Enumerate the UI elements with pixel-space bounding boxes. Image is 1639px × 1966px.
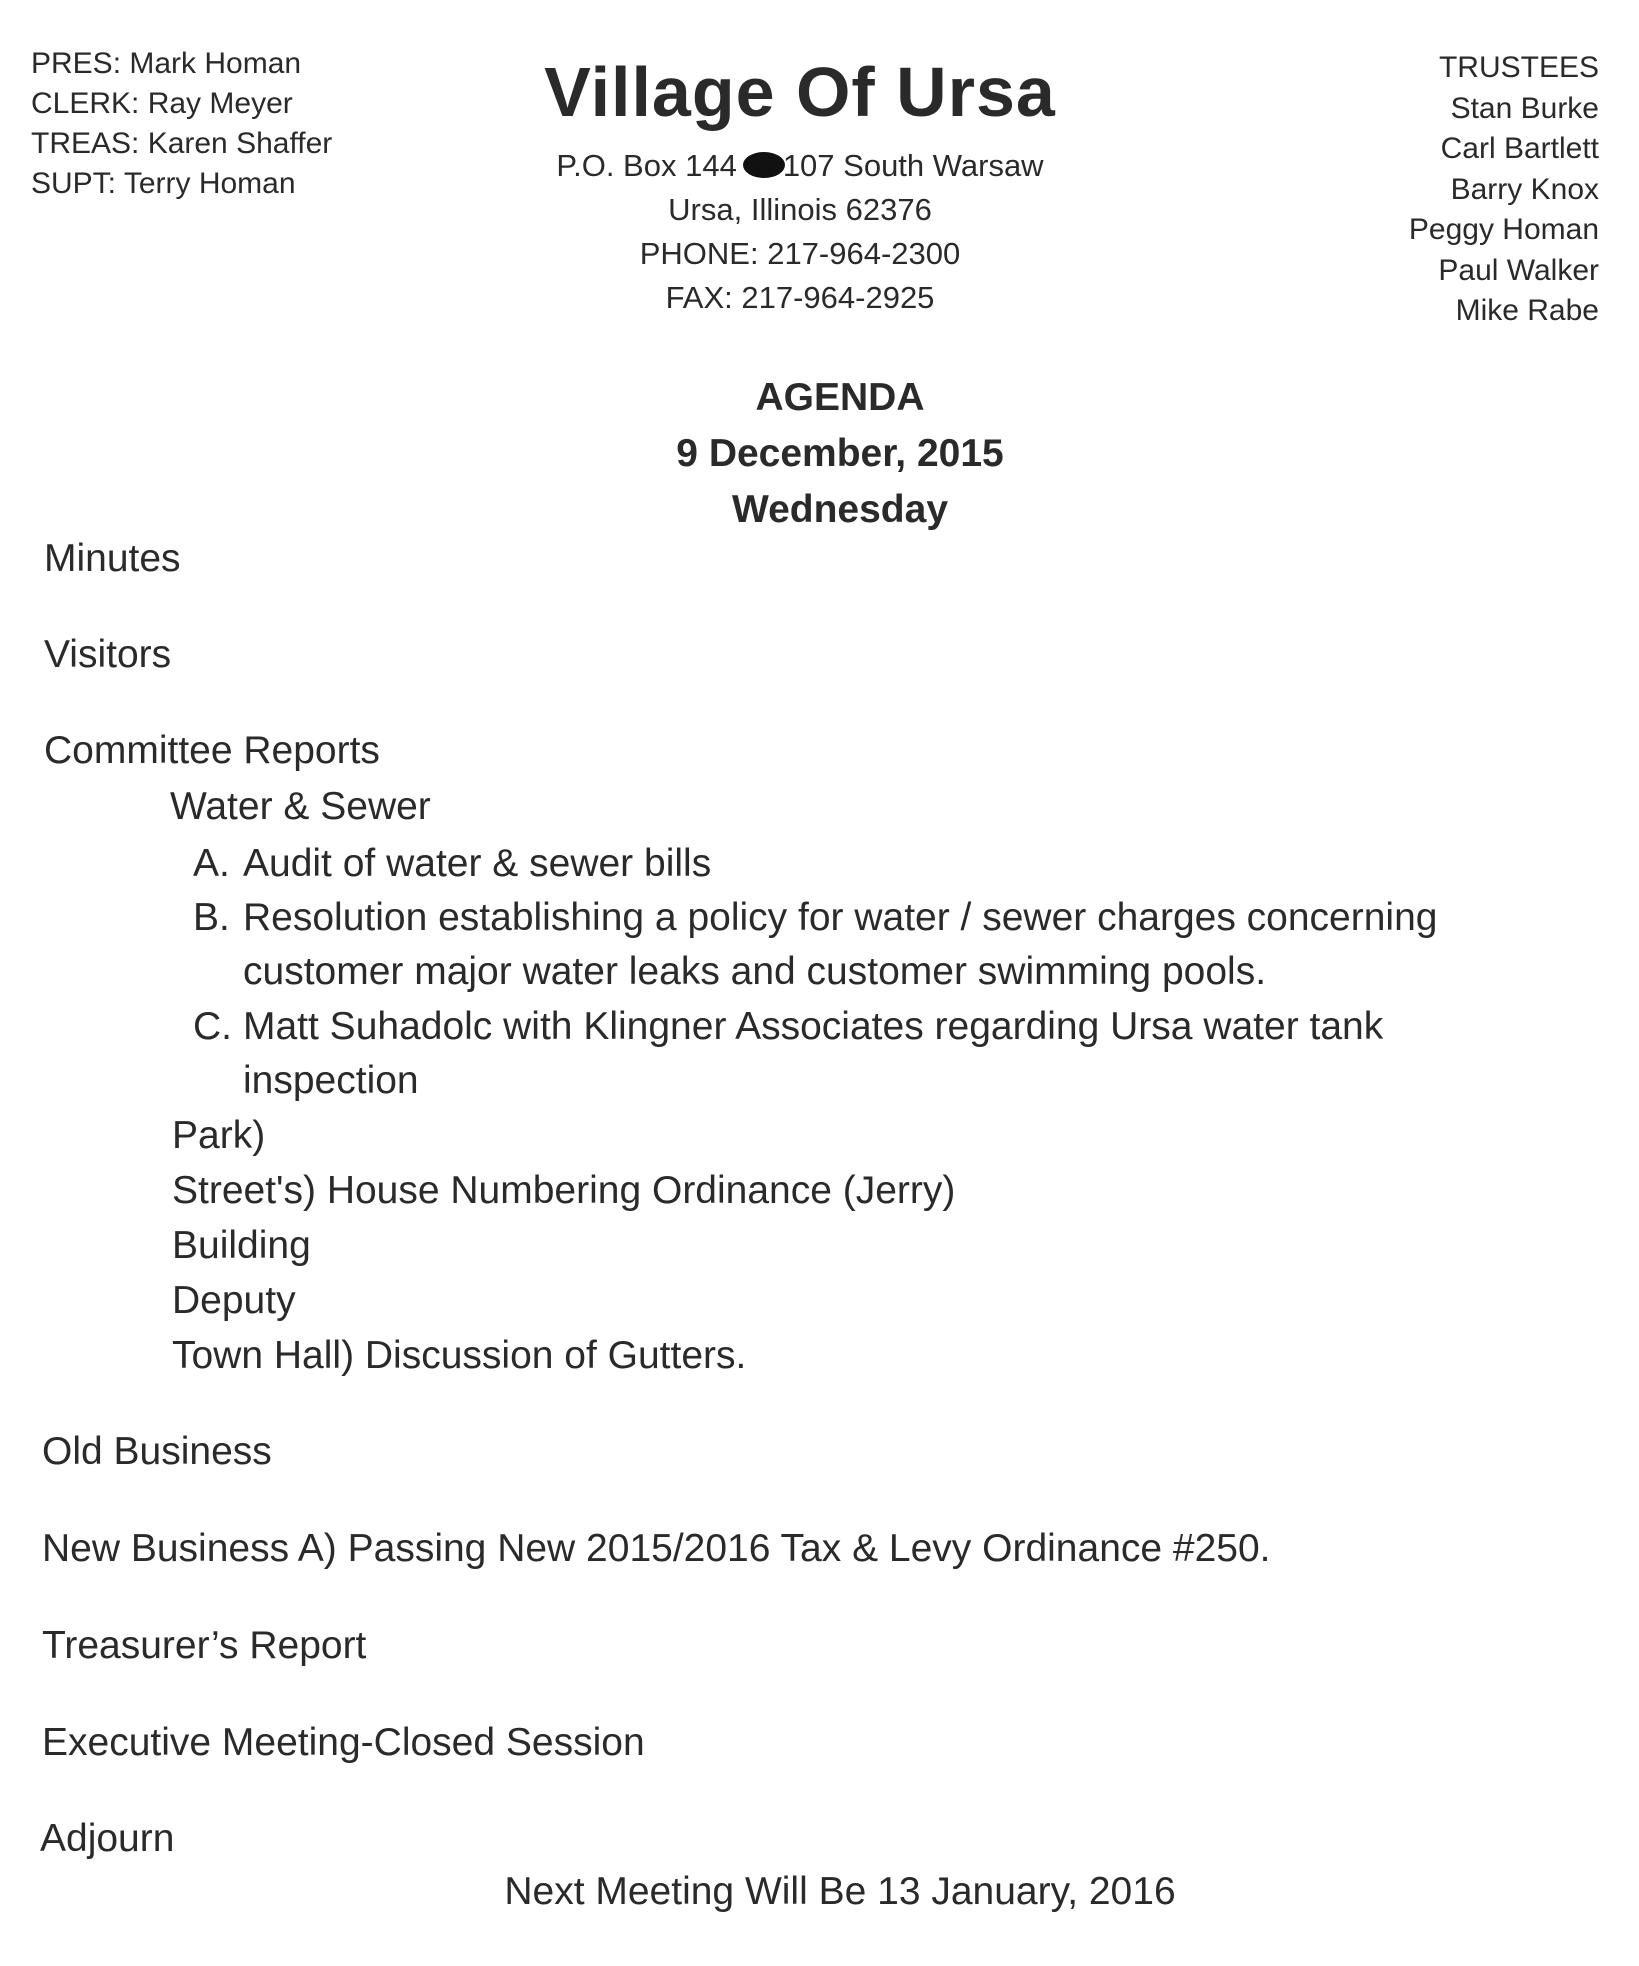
address-line — [400, 144, 1200, 188]
agenda-item-treasurers-report: Treasurer’s Report — [42, 1624, 367, 1667]
agenda-item-old-business: Old Business — [42, 1430, 272, 1473]
trustee-name: Peggy Homan — [1408, 213, 1599, 246]
committee-building: Building — [172, 1224, 311, 1267]
agenda-weekday: Wednesday — [731, 488, 949, 531]
water-item-b-line2: customer major water leaks and customer swimming pools. — [243, 950, 1267, 993]
city-line: Ursa, Illinois 62376 — [668, 192, 932, 227]
agenda-item-minutes: Minutes — [44, 537, 181, 580]
officer-treasurer: TREAS: Karen Shaffer — [31, 127, 333, 160]
committee-deputy: Deputy — [172, 1279, 296, 1322]
trustee-name: Paul Walker — [1438, 253, 1599, 287]
water-item-c-line2: inspection — [243, 1059, 419, 1102]
officer-president: PRES: Mark Homan — [31, 47, 302, 80]
agenda-date: 9 December, 2015 — [676, 432, 1004, 475]
trustees-list — [1409, 48, 1599, 332]
trustee-name: Stan Burke — [1450, 91, 1599, 125]
village-title: Village Of Ursa — [544, 53, 1056, 131]
trustee-name: Carl Bartlett — [1440, 132, 1599, 165]
officer-clerk: CLERK: Ray Meyer — [31, 87, 293, 120]
committee-water-sewer: Water & Sewer — [170, 785, 431, 828]
committee-streets: Street's) House Numbering Ordinance (Jerry) — [172, 1169, 956, 1212]
redaction-mark — [743, 152, 785, 178]
agenda-item-executive-meeting: Executive Meeting-Closed Session — [42, 1721, 645, 1764]
agenda-item-new-business: New Business A) Passing New 2015/2016 Tax & Levy Ordinance #250. — [42, 1527, 1271, 1570]
agenda-item-committee-reports: Committee Reports — [44, 729, 380, 772]
street-address: 107 South Warsaw — [782, 148, 1044, 183]
agenda-heading: AGENDA — [755, 376, 925, 419]
officer-superintendent: SUPT: Terry Homan — [31, 167, 296, 200]
phone-line: PHONE: 217-964-2300 — [639, 236, 961, 271]
water-item-a-text: Audit of water & sewer bills — [243, 842, 712, 885]
officers-list — [31, 44, 332, 204]
trustee-name: Mike Rabe — [1455, 294, 1599, 327]
committee-park: Park) — [172, 1114, 266, 1157]
fax-line: FAX: 217-964-2925 — [665, 280, 935, 315]
water-item-b-line1: Resolution establishing a policy for water / sewer charges concerning — [243, 896, 1438, 939]
trustee-name: Barry Knox — [1450, 172, 1599, 206]
trustees-heading: TRUSTEES — [1438, 51, 1599, 84]
list-marker: A. — [193, 842, 230, 885]
letterhead — [400, 52, 1200, 320]
agenda-item-visitors: Visitors — [44, 633, 172, 676]
agenda-heading-block — [0, 370, 1639, 538]
next-meeting-note: Next Meeting Will Be 13 January, 2016 — [504, 1870, 1176, 1913]
committee-town-hall: Town Hall) Discussion of Gutters. — [172, 1334, 747, 1377]
water-item-c-line1: Matt Suhadolc with Klingner Associates regarding Ursa water tank — [243, 1005, 1384, 1048]
po-box: P.O. Box 144 — [556, 148, 737, 183]
list-marker: C. — [193, 1005, 232, 1048]
list-marker: B. — [193, 896, 230, 939]
agenda-item-adjourn: Adjourn — [40, 1817, 175, 1860]
